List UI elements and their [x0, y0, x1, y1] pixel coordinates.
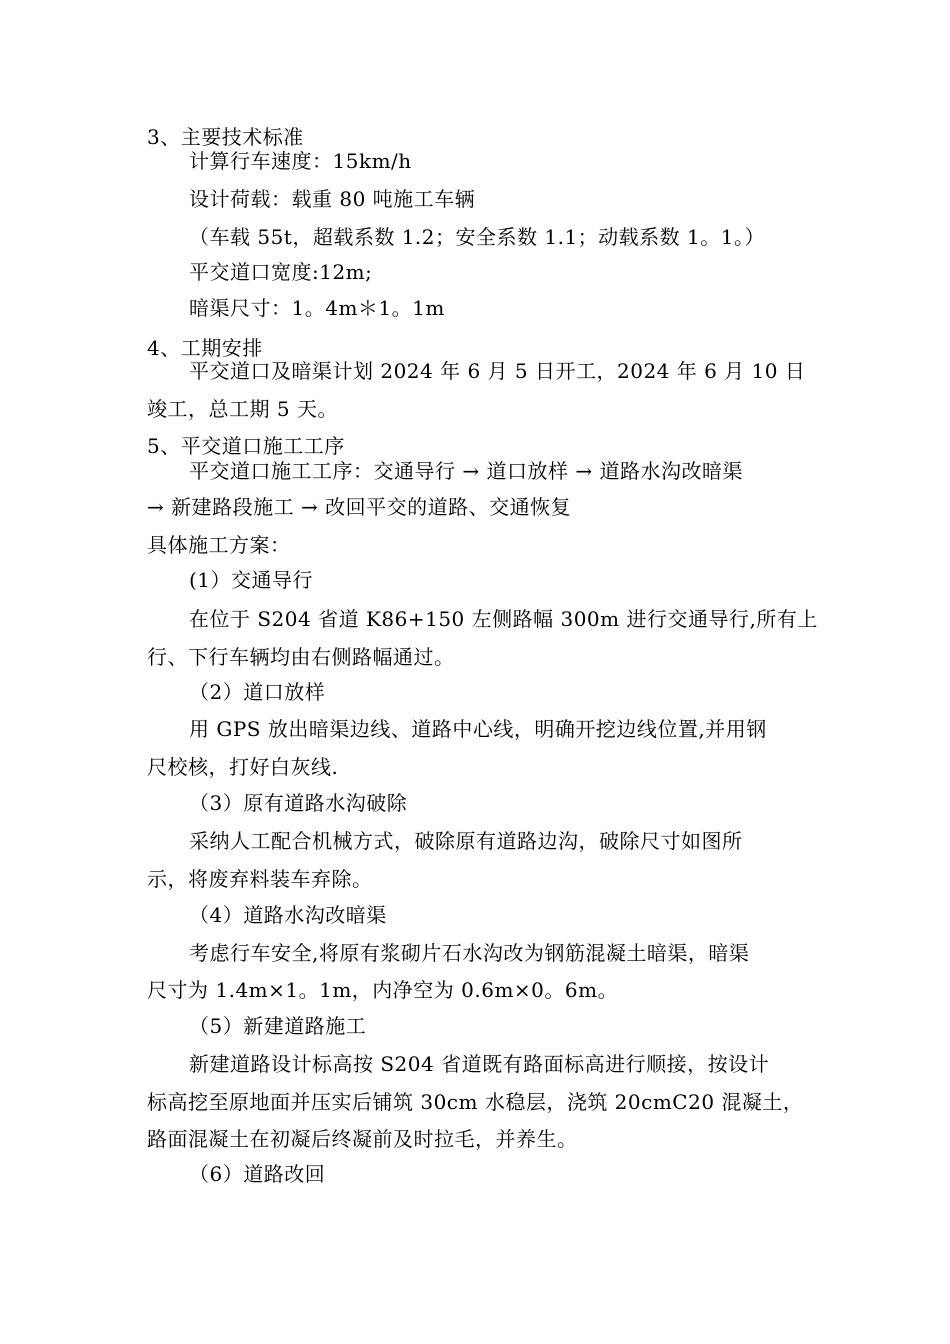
subsection-heading: （5）新建道路施工 [189, 1014, 367, 1038]
text-line: 新建道路设计标高按 S204 省道既有路面标高进行顺接，按设计 [189, 1052, 770, 1076]
text-line: 行、下行车辆均由右侧路幅通过。 [147, 645, 455, 669]
section-heading: 4、工期安排 [147, 336, 263, 360]
text-line: 具体施工方案： [147, 533, 291, 557]
text-line: 平交道口宽度:12m; [189, 260, 373, 284]
text-line: 平交道口施工工序：交通导行 → 道口放样 → 道路水沟改暗渠 [189, 459, 743, 483]
text-line: 平交道口及暗渠计划 2024 年 6 月 5 日开工，2024 年 6 月 10 日 [189, 359, 806, 383]
text-line: 用 GPS 放出暗渠边线、道路中心线，明确开挖边线位置,并用钢 [189, 717, 767, 741]
text-line: 路面混凝土在初凝后终凝前及时拉毛，并养生。 [147, 1127, 578, 1151]
text-line: 尺寸为 1.4m×1。1m，内净空为 0.6m×0。6m。 [147, 978, 619, 1002]
text-line: 设计荷载：载重 80 吨施工车辆 [189, 187, 476, 211]
text-line: 采纳人工配合机械方式，破除原有道路边沟，破除尺寸如图所 [189, 829, 743, 853]
text-line: → 新建路段施工 → 改回平交的道路、交通恢复 [147, 495, 572, 519]
text-line: 考虑行车安全,将原有浆砌片石水沟改为钢筋混凝土暗渠，暗渠 [189, 941, 750, 965]
text-line: （车载 55t，超载系数 1.2；安全系数 1.1；动载系数 1。1。） [189, 225, 765, 249]
text-line: 在位于 S204 省道 K86+150 左侧路幅 300m 进行交通导行,所有上 [189, 607, 818, 631]
subsection-heading: （2）道口放样 [189, 680, 326, 704]
subsection-heading: （3）原有道路水沟破除 [189, 791, 408, 815]
text-line: 竣工，总工期 5 天。 [147, 397, 338, 421]
text-line: 暗渠尺寸：1。4m＊1。1m [189, 296, 445, 320]
section-heading: 5、平交道口施工工序 [147, 434, 345, 458]
text-line: 标高挖至原地面并压实后铺筑 30cm 水稳层，浇筑 20cmC20 混凝土， [147, 1090, 804, 1114]
subsection-heading: (1）交通导行 [189, 568, 314, 592]
text-line: 计算行车速度：15km/h [189, 149, 412, 173]
subsection-heading: （6）道路改回 [189, 1162, 326, 1186]
subsection-heading: （4）道路水沟改暗渠 [189, 903, 387, 927]
section-heading: 3、主要技术标准 [147, 125, 304, 149]
text-line: 尺校核，打好白灰线. [147, 755, 339, 779]
text-line: 示，将废弃料装车弃除。 [147, 867, 373, 891]
